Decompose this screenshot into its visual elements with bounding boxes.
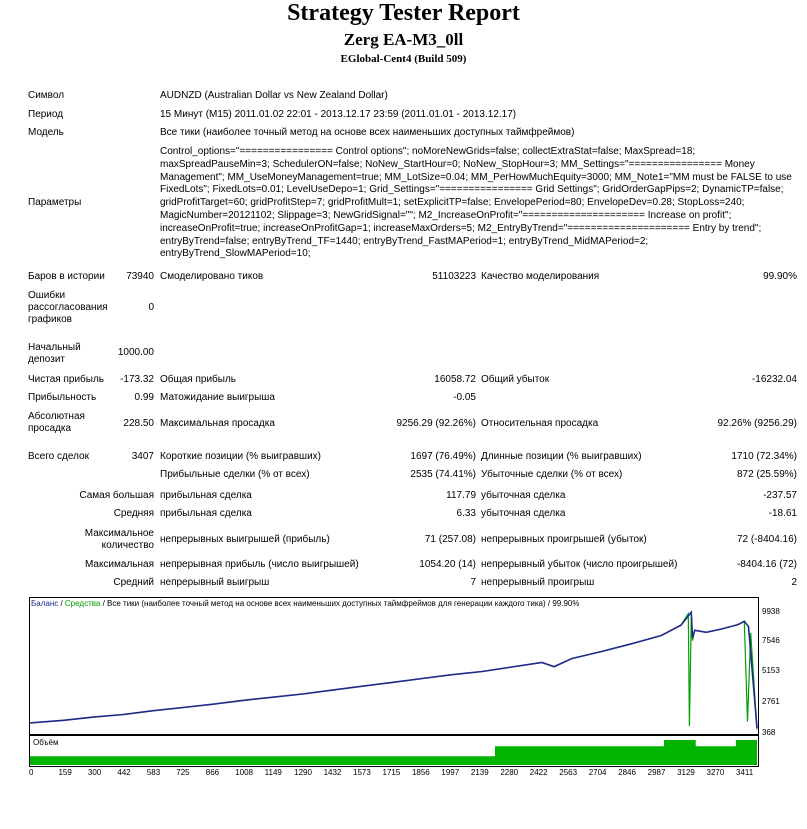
y-tick-label: 368: [762, 728, 776, 737]
symbol-value: AUDNZD (Australian Dollar vs New Zealand Dollar): [160, 90, 388, 101]
profit-trades-value: 2535 (74.41%): [410, 469, 476, 480]
pf-value: 0.99: [134, 392, 154, 403]
y-tick-label: 2761: [762, 697, 780, 706]
x-tick-label: 1997: [441, 768, 460, 777]
model-label: Модель: [28, 127, 64, 138]
loss-trades-label: Убыточные сделки (% от всех): [481, 469, 623, 480]
rel-dd-label: Относительная просадка: [481, 418, 599, 429]
ea-name: Zerg EA-M3_0ll: [343, 30, 464, 49]
period-value: 15 Минут (M15) 2011.01.02 22:01 - 2013.12.17 23:59 (2011.01.01 - 2013.12.17): [160, 109, 517, 120]
gross-loss-value: -16232.04: [751, 374, 797, 385]
avg-cons-losses-value: 2: [791, 577, 797, 588]
avg-label: Средняя: [113, 508, 154, 519]
avg-cons-losses-label: непрерывный проигрыш: [481, 577, 595, 588]
avg-loss-label: убыточная сделка: [481, 508, 566, 519]
cons-losses-label: непрерывных проигрышей (убыток): [481, 534, 647, 545]
x-tick-label: 442: [117, 768, 131, 777]
x-tick-label: 866: [205, 768, 220, 777]
abs-dd-label: Абсолютная просадка: [28, 411, 85, 434]
x-tick-label: 1856: [411, 768, 430, 777]
volume-bars: [30, 740, 757, 765]
abs-dd-value: 228.50: [123, 418, 154, 429]
x-tick-label: 2846: [618, 768, 636, 777]
loss-trades-value: 872 (25.59%): [736, 469, 797, 480]
x-tick-label: 3270: [706, 768, 725, 777]
x-tick-label: 2422: [529, 768, 548, 777]
y-tick-label: 9938: [762, 607, 780, 616]
trades-label: Всего сделок: [28, 451, 89, 462]
x-tick-label: 1149: [264, 768, 282, 777]
expect-label: Матожидание выигрыша: [160, 392, 275, 403]
avg-cons-wins-value: 7: [470, 577, 476, 588]
x-tick-label: 2280: [500, 768, 519, 777]
largest-loss-label: убыточная сделка: [481, 490, 566, 501]
avg2-label: Средний: [113, 577, 154, 588]
cons-profit-value: 1054.20 (14): [419, 559, 476, 570]
legend-balance: Баланс: [31, 599, 59, 608]
cons-profit-label: непрерывная прибыль (число выигрышей): [160, 559, 359, 570]
avg-cons-wins-label: непрерывный выигрыш: [160, 577, 270, 588]
params-label: Параметры: [28, 197, 82, 208]
cons-wins-value: 71 (257.08): [424, 534, 476, 545]
bars-label: Баров в истории: [28, 271, 105, 282]
x-tick-label: 3411: [736, 768, 754, 777]
report-title: Strategy Tester Report: [287, 0, 520, 26]
cons-loss-label: непрерывный убыток (число проигрышей): [481, 559, 678, 570]
balance-line: [30, 612, 757, 728]
largest-profit-label: прибыльная сделка: [160, 490, 252, 501]
avg-loss-value: -18.61: [768, 508, 797, 519]
cons-loss-value: -8404.16 (72): [736, 559, 797, 570]
errors-value: 0: [148, 302, 154, 313]
x-tick-label: 2139: [470, 768, 489, 777]
x-tick-label: 2987: [647, 768, 666, 777]
trades-value: 3407: [131, 451, 154, 462]
cons-losses-value: 72 (-8404.16): [736, 534, 797, 545]
bars-value: 73940: [126, 271, 154, 282]
x-tick-label: 1008: [235, 768, 253, 777]
short-label: Короткие позиции (% выигравших): [160, 451, 321, 462]
legend-rest: / Все тики (наиболее точный метод на основе всех наименьших доступных таймфреймов для генерации каждого тика) / 99.90%: [100, 599, 580, 608]
y-tick-label: 5153: [762, 666, 780, 675]
pf-label: Прибыльность: [28, 392, 97, 403]
avg-profit-value: 6.33: [456, 508, 476, 519]
x-tick-label: 300: [87, 768, 102, 777]
x-tick-label: 2563: [559, 768, 578, 777]
deposit-value: 1000.00: [117, 347, 154, 358]
x-tick-label: 1290: [294, 768, 312, 777]
x-tick-label: 3129: [677, 768, 695, 777]
quality-label: Качество моделирования: [481, 271, 600, 282]
x-tick-label: 159: [58, 768, 72, 777]
gross-loss-label: Общий убыток: [481, 374, 550, 385]
short-value: 1697 (76.49%): [410, 451, 476, 462]
max-label: Максимальная: [84, 559, 154, 570]
ticks-value: 51103223: [432, 271, 476, 282]
y-tick-label: 7546: [762, 636, 780, 645]
x-tick-label: 583: [146, 768, 161, 777]
long-label: Длинные позиции (% выигравших): [481, 451, 642, 462]
long-value: 1710 (72.34%): [731, 451, 797, 462]
ticks-label: Смоделировано тиков: [160, 271, 264, 282]
chart-legend: [31, 599, 579, 609]
gross-profit-label: Общая прибыль: [160, 374, 237, 385]
cons-wins-label: непрерывных выигрышей (прибыль): [160, 534, 330, 545]
quality-value: 99.90%: [763, 271, 797, 282]
x-tick-label: 725: [176, 768, 190, 777]
max-dd-label: Максимальная просадка: [160, 418, 275, 429]
x-tick-label: 1715: [382, 768, 401, 777]
largest-label: Самая большая: [79, 490, 154, 501]
net-label: Чистая прибыль: [28, 374, 104, 385]
avg-profit-label: прибыльная сделка: [160, 508, 252, 519]
deposit-label: Начальный депозит: [28, 342, 81, 365]
legend-sep: /: [58, 599, 65, 608]
x-tick-label: 1432: [323, 768, 342, 777]
x-tick-label: 0: [29, 768, 34, 777]
net-value: -173.32: [120, 374, 154, 385]
largest-loss-value: -237.57: [763, 490, 797, 501]
gross-profit-value: 16058.72: [434, 374, 476, 385]
max-count-label: Максимальное количество: [84, 528, 154, 551]
profit-trades-label: Прибыльные сделки (% от всех): [160, 469, 310, 480]
rel-dd-value: 92.26% (9256.29): [717, 418, 797, 429]
largest-profit-value: 117.79: [446, 490, 476, 501]
errors-label: Ошибки рассогласования графиков: [28, 290, 108, 325]
x-tick-label: 2704: [588, 768, 607, 777]
expect-value: -0.05: [453, 392, 476, 403]
x-tick-label: 1573: [353, 768, 371, 777]
params-value: Control_options="================ Control options"; noMoreNewGrids=false; collectExtraStat=false; MaxSpread=18; maxSpreadPauseMin=3; SchedulerON=false; NoNew_StartHour=0; NoNew_StopHour=3; MM_Settings="================ Money Management"; MM_UseMoneyManagement=true; MM_LotSize=0.04; MM_PerHowMuchEquity=3000; MM_Note1="MM must be FALSE to use FixedLots"; FixedLots=0.01; LevelUseDepo=1; Grid_Settings="================ Grid Settings"; GridOrderGapPips=2; DynamicTP=false; gridProfitTarget=60; gridProfitStep=7; gridProfitMult=1; setExplicitTP=false; EnvelopePeriod=80; EnvelopeDev=0.28; StopLoss=240; MagicNumber=20121102; Slippage=3; NewGridSignal=""; M2_IncreaseOnProfit="===================== Increase on profit"; increaseOnProfit=true; increaseOnProfitGap=1; increaseMaxOrders=5; M2_EntryByTrend="===================== Entry by trend"; entryByTrend=false; entryByTrend_TF=1440; entryByTrend_FastMAPeriod=1; entryByTrend_MidMAPeriod=2; entryByTrend_SlowMAPeriod=10;: [160, 146, 792, 260]
legend-equity: Средства: [64, 599, 101, 608]
model-value: Все тики (наиболее точный метод на основе всех наименьших доступных таймфреймов): [160, 127, 575, 138]
volume-label: Объём: [33, 738, 59, 747]
server-build: EGlobal-Cent4 (Build 509): [340, 53, 467, 65]
period-label: Период: [28, 109, 64, 120]
symbol-label: Символ: [28, 90, 65, 101]
max-dd-value: 9256.29 (92.26%): [396, 418, 476, 429]
